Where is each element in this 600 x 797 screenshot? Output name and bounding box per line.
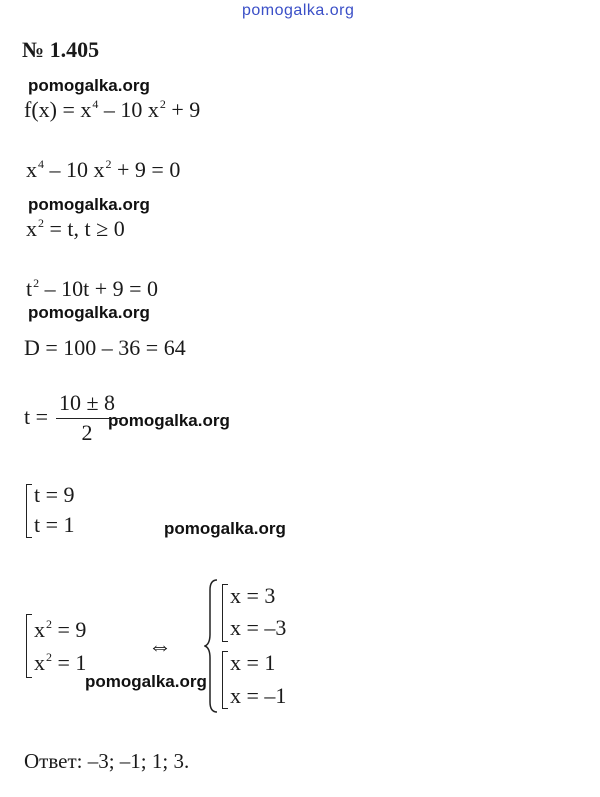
watermark: pomogalka.org bbox=[28, 76, 150, 95]
function-definition: $f(x) = x^4 - 10$ $x^2 + 9$ bbox=[24, 97, 201, 122]
problem-number: № 1.405 bbox=[22, 37, 100, 62]
x-root: x = –3 bbox=[230, 615, 287, 640]
fraction-bar bbox=[56, 418, 120, 419]
substitution: $x^2 = t$, t ≥ 0 bbox=[26, 216, 125, 241]
watermark: pomogalka.org bbox=[28, 195, 150, 214]
system-brace bbox=[204, 578, 220, 714]
x-square-eq: $x^2 = 1$ bbox=[34, 650, 87, 675]
equivalence-symbol: ⇔ bbox=[148, 634, 172, 660]
quadratic-equation: $t^2 - 10t + 9 = 0$ bbox=[26, 276, 159, 301]
watermark: pomogalka.org bbox=[85, 672, 207, 691]
fraction-denominator: 2 bbox=[81, 420, 93, 445]
discriminant: D = 100 – 36 = 64 bbox=[24, 335, 186, 360]
x-root: x = 1 bbox=[230, 650, 276, 675]
watermark: pomogalka.org bbox=[28, 303, 150, 322]
set-bracket bbox=[26, 614, 32, 678]
set-bracket bbox=[26, 484, 32, 538]
fraction-numerator: 10 ± 8 bbox=[58, 390, 116, 415]
watermark-top: pomogalka.org bbox=[242, 2, 355, 19]
answer: Ответ: –3; –1; 1; 3. bbox=[24, 749, 190, 773]
t-formula-lhs: t = bbox=[24, 404, 49, 429]
set-bracket bbox=[222, 651, 228, 709]
t-root: t = 9 bbox=[34, 482, 75, 507]
watermark: pomogalka.org bbox=[164, 519, 286, 538]
equation: $x^4 - 10$ $x^2 + 9 = 0$ bbox=[26, 157, 181, 182]
x-square-eq: $x^2 = 9$ bbox=[34, 617, 87, 642]
set-bracket bbox=[222, 584, 228, 642]
x-root: x = –1 bbox=[230, 683, 287, 708]
x-root: x = 3 bbox=[230, 583, 276, 608]
t-root: t = 1 bbox=[34, 512, 75, 537]
watermark: pomogalka.org bbox=[108, 411, 230, 430]
